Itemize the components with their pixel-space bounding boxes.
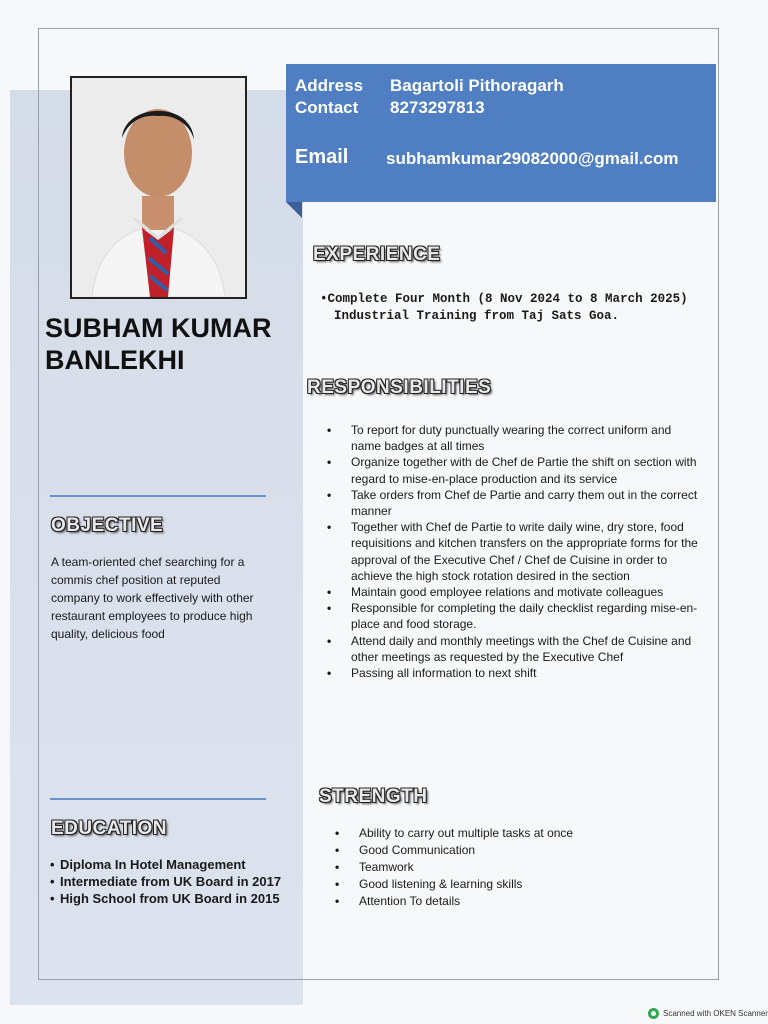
list-item: • Intermediate from UK Board in 2017 xyxy=(50,873,300,890)
candidate-name xyxy=(45,312,305,376)
strength-heading: STRENGTH xyxy=(319,786,428,807)
name-line-1: SUBHAM KUMAR xyxy=(45,313,272,343)
profile-photo xyxy=(70,76,247,299)
responsibilities-list xyxy=(327,422,702,681)
contact-value: 8273297813 xyxy=(390,98,485,117)
address-value: Bagartoli Pithoragarh xyxy=(390,76,564,95)
list-item: • Passing all information to next shift xyxy=(327,665,702,681)
education-list xyxy=(50,856,300,907)
list-item: • High School from UK Board in 2015 xyxy=(50,890,300,907)
objective-divider xyxy=(50,495,266,497)
experience-line-2-prefix: Industrial Training from xyxy=(334,309,522,323)
experience-line-1: •Complete Four Month (8 Nov 2024 to 8 March 2025) xyxy=(320,292,688,306)
list-item: • Good listening & learning skills xyxy=(335,876,635,893)
email-value[interactable]: subhamkumar29082000@gmail.com xyxy=(386,149,679,168)
experience-entry xyxy=(320,291,720,325)
scanner-footer xyxy=(648,1008,768,1019)
list-item: • Attend daily and monthly meetings with the Chef de Cuisine and other meetings as requested by the Executive Chef xyxy=(327,633,702,665)
list-item: • Organize together with de Chef de Partie the shift on section with regard to mise-en-place production and its service xyxy=(327,454,702,486)
experience-heading: EXPERIENCE xyxy=(313,244,441,265)
list-item: • Together with Chef de Partie to write daily wine, dry store, food requisitions and kitchen transfers on the appropriate forms for the approval of the Executive Chef / Chef de Cuisine in order to achieve the high stock rotation desired in the section xyxy=(327,519,702,584)
list-item: • Responsible for completing the daily checklist regarding mise-en-place and food storage. xyxy=(327,600,702,632)
experience-line-1-text: Complete Four Month (8 Nov 2024 to 8 March 2025) xyxy=(327,292,688,306)
scanner-logo-icon xyxy=(648,1008,659,1019)
list-item: • Teamwork xyxy=(335,859,635,876)
education-heading: EDUCATION xyxy=(51,818,168,839)
objective-text: A team-oriented chef searching for a commis chef position at reputed company to work effectively with other restaurant employees to produce high quality, delicious food xyxy=(51,555,254,641)
email-label: Email xyxy=(295,146,349,168)
list-item: • To report for duty punctually wearing the correct uniform and name badges at all times xyxy=(327,422,702,454)
list-item: • Ability to carry out multiple tasks at once xyxy=(335,825,635,842)
contact-box xyxy=(286,64,716,202)
education-divider xyxy=(50,798,266,800)
contact-box-fold xyxy=(286,202,302,218)
name-line-2: BANLEKHI xyxy=(45,345,185,375)
address-label: Address xyxy=(295,76,364,95)
strength-list xyxy=(335,825,635,910)
list-item: • Take orders from Chef de Partie and carry them out in the correct manner xyxy=(327,487,702,519)
list-item: • Diploma In Hotel Management xyxy=(50,856,300,873)
objective-heading: OBJECTIVE xyxy=(51,515,164,536)
list-item: • Maintain good employee relations and motivate colleagues xyxy=(327,584,702,600)
scanner-footer-text: Scanned with OKEN Scanner xyxy=(663,1009,768,1018)
experience-company: Taj Sats Goa xyxy=(521,309,612,323)
responsibilities-heading: RESPONSIBILITIES xyxy=(307,377,492,398)
list-item: • Attention To details xyxy=(335,893,635,910)
contact-label: Contact xyxy=(295,98,359,117)
experience-line-2-suffix: . xyxy=(611,309,620,323)
experience-line-2 xyxy=(320,308,720,325)
list-item: • Good Communication xyxy=(335,842,635,859)
